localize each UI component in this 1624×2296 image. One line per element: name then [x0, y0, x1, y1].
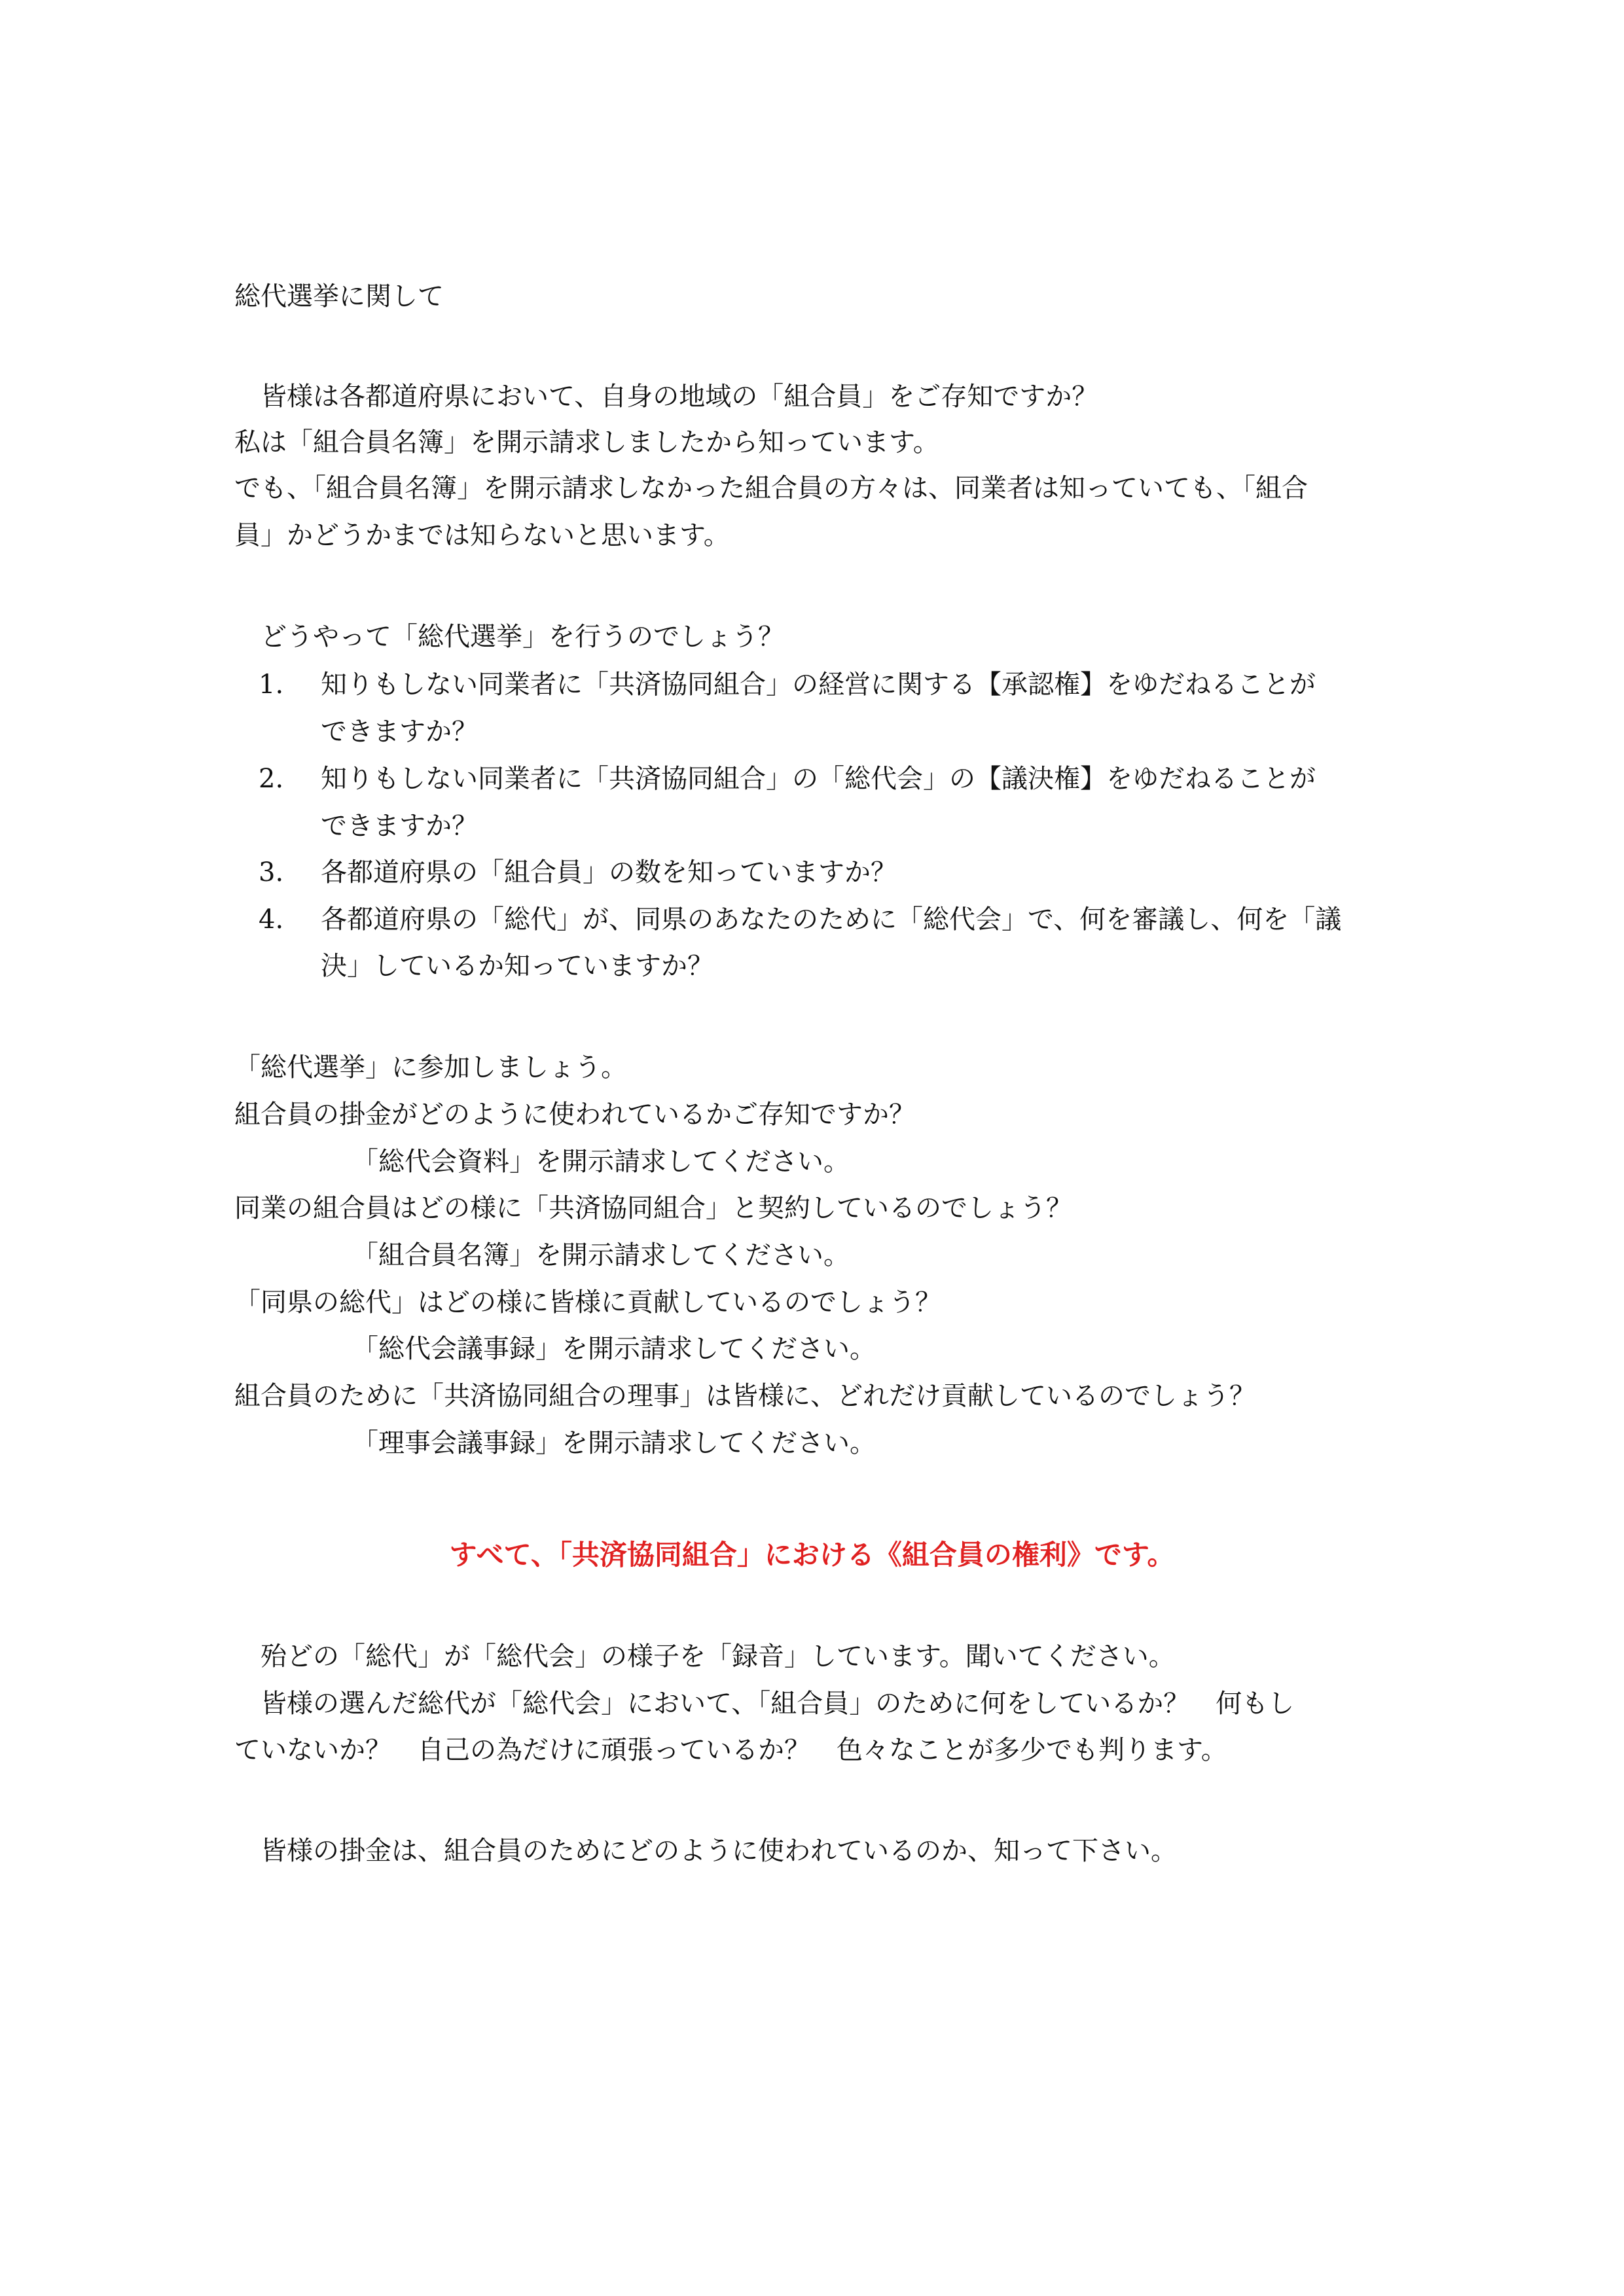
- participation-heading: 「総代選挙」に参加しましょう。: [234, 1052, 627, 1083]
- closing-line-1: 殆どの「総代」が「総代会」の様子を「録音」しています。聞いてください。: [261, 1641, 1175, 1672]
- question-line-continued: 決」しているか知っていますか？: [321, 951, 713, 981]
- question-line: 各都道府県の「組合員」の数を知っていますか？: [321, 857, 897, 888]
- document-title: 総代選挙に関して: [234, 281, 444, 312]
- question-intro: どうやって「総代選挙」を行うのでしょう？: [261, 622, 784, 652]
- intro-line-3: でも、「組合員名簿」を開示請求しなかった組合員の方々は、同業者は知っていても、「組合: [234, 473, 1308, 503]
- participation-answer: 「総代会議事録」を開示請求してください。: [352, 1334, 876, 1364]
- participation-answer: 「総代会資料」を開示請求してください。: [352, 1147, 850, 1177]
- participation-question: 組合員のために「共済協同組合の理事」は皆様に、どれだけ貢献しているのでしょう？: [234, 1381, 1255, 1411]
- participation-answer: 「組合員名簿」を開示請求してください。: [352, 1240, 850, 1270]
- question-line: 知りもしない同業者に「共済協同組合」の経営に関する【承認権】をゆだねることが: [321, 670, 1316, 700]
- question-number: 4.: [259, 905, 284, 935]
- participation-question: 同業の組合員はどの様に「共済協同組合」と契約しているのでしょう？: [234, 1193, 1072, 1223]
- intro-line-1: 皆様は各都道府県において、自身の地域の「組合員」をご存知ですか？: [261, 382, 1098, 412]
- closing-line-3: ていないか？ 自己の為だけに頑張っているか？ 色々なことが多少でも判ります。: [234, 1735, 1227, 1765]
- participation-question: 「同県の総代」はどの様に皆様に貢献しているのでしょう？: [234, 1287, 941, 1318]
- question-line: 各都道府県の「総代」が、同県のあなたのために「総代会」で、何を審議し、何を「議: [321, 905, 1342, 935]
- question-number: 3.: [259, 857, 284, 888]
- intro-line-2: 私は「組合員名簿」を開示請求しましたから知っています。: [234, 427, 939, 457]
- question-line: 知りもしない同業者に「共済協同組合」の「総代会」の【議決権】をゆだねることが: [321, 764, 1316, 794]
- question-number: 2.: [259, 764, 284, 794]
- question-line-continued: できますか？: [321, 717, 478, 747]
- question-number: 1.: [259, 670, 284, 700]
- final-line: 皆様の掛金は、組合員のためにどのように使われているのか、知って下さい。: [261, 1836, 1177, 1866]
- participation-answer: 「理事会議事録」を開示請求してください。: [352, 1428, 876, 1458]
- question-line-continued: できますか？: [321, 811, 478, 841]
- participation-question: 組合員の掛金がどのように使われているかご存知ですか？: [234, 1100, 915, 1130]
- emphasis-statement: すべて、「共済協同組合」における《組合員の権利》です。: [449, 1539, 1175, 1571]
- intro-line-4: 員」かどうかまでは知らないと思います。: [234, 520, 730, 550]
- closing-line-2: 皆様の選んだ総代が「総代会」において、「組合員」のために何をしているか？ 何もし: [261, 1689, 1295, 1719]
